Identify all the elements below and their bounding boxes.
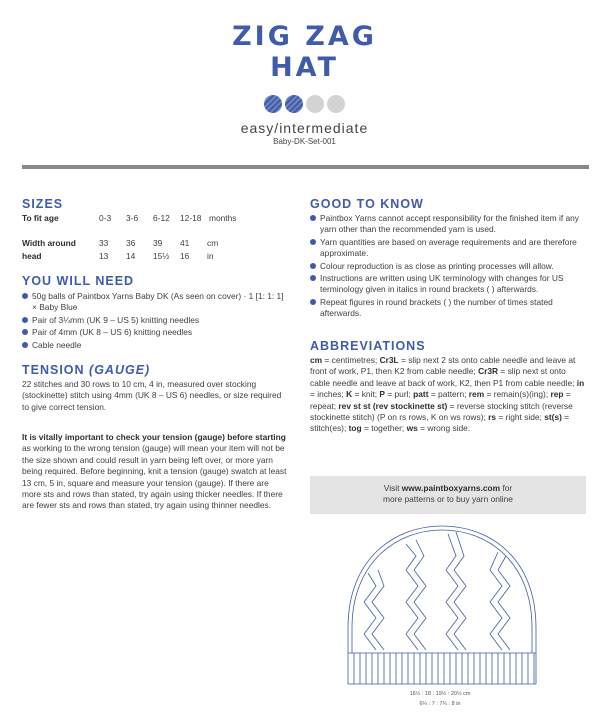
- size-cell: 39: [153, 238, 163, 248]
- list-item: Yarn quantities are based on average requirements and are therefore approximate.: [310, 237, 587, 260]
- abbreviation-definition: = reverse stocking stitch (reverse stockinette stitch) (P on rs rows, K on ws rows);: [310, 400, 573, 423]
- abbreviation-term: cm: [310, 355, 323, 365]
- difficulty-label: easy/intermediate: [240, 120, 369, 136]
- tension-paragraph: 22 stitches and 30 rows to 10 cm, 4 in, measured over stocking (stockinette) stitch using 4mm (UK 8 – US 6) needles, or size required to give correct tension.: [22, 379, 282, 412]
- bullet-dot: [310, 215, 316, 221]
- header-divider: [22, 165, 589, 169]
- tension-warning-paragraph: It is vitally important to check your tension (gauge) before starting as working to the wrong tension (gauge) will mean your item will not be the size shown and could result in yarn being left over, or more yarn being required. Before beginning, knit a tension (gauge) swatch at least 13 cm, 5 in, square and measure your tension (gauge). If there are more sts and rows than stated, try again using thicker needles. If there are fewer sts and rows than stated, try again using thinner needles.: [22, 432, 287, 511]
- list-item: 50g balls of Paintbox Yarns Baby DK (As seen on cover) · 1 [1: 1: 1] × Baby Blue: [22, 291, 287, 314]
- tension-heading: TENSION (GAUGE): [22, 363, 151, 377]
- difficulty-dot-empty: [306, 95, 324, 113]
- size-row-width: [22, 238, 302, 250]
- pattern-title-line-2: HAT: [270, 52, 339, 83]
- abbreviation-term: Cr3L: [379, 355, 399, 365]
- size-row-label: head: [22, 251, 42, 261]
- difficulty-dot-filled: [285, 95, 303, 113]
- difficulty-dot-empty: [327, 95, 345, 113]
- size-cell: 36: [126, 238, 136, 248]
- abbreviation-definition: = centimetres;: [322, 355, 380, 365]
- abbreviation-term: rs: [488, 412, 497, 423]
- size-cell: 0-3: [99, 213, 112, 223]
- width-measurement: 16½ : 18 : 19½ : 20½ cm: [409, 691, 471, 697]
- abbreviation-term: K: [346, 389, 353, 400]
- list-item: Pair of 4mm (UK 8 – US 6) knitting needles: [22, 327, 287, 338]
- bullet-dot: [310, 239, 316, 245]
- bullet-dot: [310, 263, 316, 269]
- abbreviation-definition: = slip next 2 sts onto cable needle and leave at front of work, P1, then K2 from cable needle;: [310, 355, 576, 377]
- size-cell: months: [209, 213, 237, 223]
- abbreviation-term: in: [576, 377, 585, 388]
- size-row-label: To fit age: [22, 213, 59, 223]
- abbreviation-definition: = slip next st onto cable needle and leave at back of work, K2, then P1 from cable needle;: [310, 366, 577, 388]
- abbreviation-term: rem: [468, 389, 485, 400]
- abbreviation-definition: = pattern;: [428, 389, 469, 400]
- visit-website-box: Visit www.paintboxyarns.com for more patterns or to buy yarn online: [310, 476, 586, 514]
- abbreviation-definition: = stitch(es);: [310, 412, 570, 434]
- size-cell: 33: [99, 238, 109, 248]
- you-will-need-heading: YOU WILL NEED: [22, 274, 135, 288]
- bullet-dot: [310, 299, 316, 305]
- hat-schematic-diagram: [340, 518, 550, 688]
- size-cell: 41: [180, 238, 190, 248]
- abbreviation-term: Cr3R: [478, 366, 499, 377]
- tension-heading-gauge: (GAUGE): [89, 363, 151, 377]
- pattern-code: Baby-DK-Set-001: [273, 137, 336, 146]
- abbreviation-term: ws: [406, 423, 418, 434]
- abbreviation-term: tog: [348, 423, 362, 434]
- abbreviation-definition: = remain(s)(ing);: [484, 389, 551, 400]
- materials-list: [22, 291, 287, 352]
- size-cell: 15½: [153, 251, 170, 261]
- abbreviation-definition: = purl;: [384, 389, 414, 400]
- list-item: Instructions are written using UK terminology with changes for US terminology given in italics in round brackets ( ) afterwards.: [310, 273, 587, 296]
- sizes-heading: SIZES: [22, 197, 64, 211]
- bullet-dot: [22, 342, 28, 348]
- size-cell: 12-18: [180, 213, 202, 223]
- bullet-dot: [22, 329, 28, 335]
- size-row-label: Width around: [22, 238, 76, 248]
- size-cell: in: [207, 251, 214, 261]
- good-to-know-heading: GOOD TO KNOW: [310, 197, 424, 211]
- list-item: Repeat figures in round brackets ( ) the number of times stated afterwards.: [310, 297, 587, 320]
- abbreviation-term: patt: [413, 389, 429, 400]
- height-measurement: 6¼ : 7 : 7¾ : 8 in: [419, 701, 461, 707]
- abbreviation-definition: = right side;: [496, 412, 545, 423]
- abbreviation-definition: = wrong side.: [417, 423, 471, 434]
- size-cell: 14: [126, 251, 136, 261]
- abbreviation-term: st(s): [544, 412, 562, 423]
- abbreviation-term: rep: [550, 389, 564, 400]
- abbreviations-text: [310, 355, 587, 435]
- good-to-know-list: [310, 213, 587, 321]
- abbreviation-definition: = together;: [361, 423, 407, 434]
- abbreviation-definition: = repeat;: [310, 389, 571, 411]
- pattern-title-line-1: ZIG ZAG: [232, 21, 377, 52]
- size-cell: 13: [99, 251, 109, 261]
- abbreviation-term: P: [379, 389, 385, 400]
- size-row-head: [22, 251, 302, 263]
- list-item: Cable needle: [22, 340, 287, 351]
- size-row-age: [22, 213, 302, 225]
- list-item: Paintbox Yarns cannot accept responsibility for the finished item if any yarn other than the recommended yarn is used.: [310, 213, 587, 236]
- size-cell: cm: [207, 238, 219, 248]
- difficulty-dot-filled: [264, 95, 282, 113]
- abbreviation-definition: = inches;: [310, 389, 347, 400]
- bullet-dot: [22, 317, 28, 323]
- size-cell: 16: [180, 251, 190, 261]
- abbreviation-definition: = knit;: [352, 389, 380, 400]
- bullet-dot: [310, 275, 316, 281]
- size-cell: 3-6: [126, 213, 139, 223]
- list-item: Pair of 3¼mm (UK 9 – US 5) knitting needles: [22, 315, 287, 326]
- tension-warning-bold: It is vitally important to check your tension (gauge) before starting: [22, 432, 286, 442]
- list-item: Colour reproduction is as close as printing processes will allow.: [310, 261, 587, 272]
- bullet-dot: [22, 293, 28, 299]
- website-link[interactable]: www.paintboxyarns.com: [401, 483, 501, 493]
- size-cell: 6-12: [153, 213, 170, 223]
- abbreviations-heading: ABBREVIATIONS: [310, 339, 426, 353]
- abbreviation-term: rev st st (rev stockinette st): [338, 400, 448, 411]
- difficulty-dots: [264, 95, 345, 113]
